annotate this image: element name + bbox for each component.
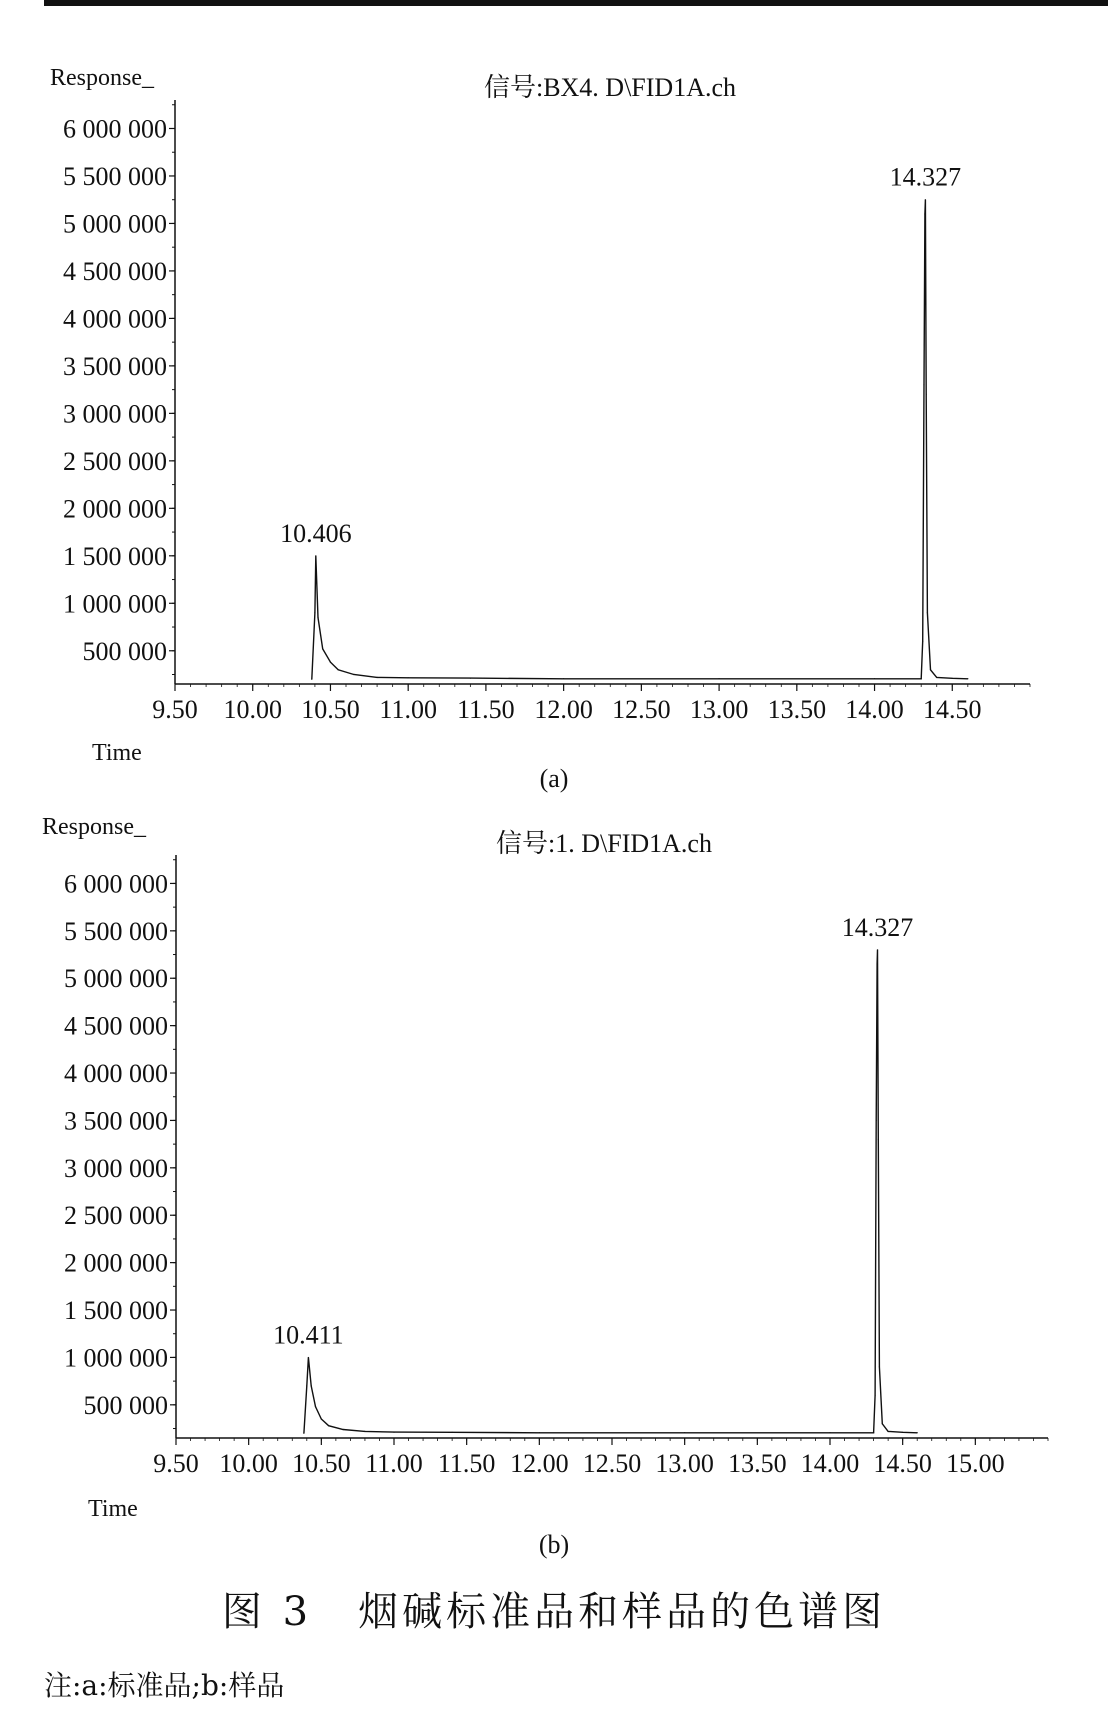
trace-point	[315, 555, 316, 556]
trace-point	[930, 669, 931, 670]
trace-point	[876, 963, 877, 964]
y-tick-label: 2 000 000	[64, 1248, 168, 1278]
trace-point	[452, 1432, 453, 1433]
x-tick-label: 11.00	[379, 695, 437, 724]
y-tick-label: 5 000 000	[64, 964, 168, 994]
trace-point	[926, 394, 927, 395]
x-tick-label: 11.50	[457, 695, 515, 724]
trace-point	[315, 1406, 316, 1407]
y-tick-label: 2 500 000	[64, 1201, 168, 1231]
x-tick-label: 14.00	[845, 695, 904, 724]
chart-title: 信号:BX4. D\FID1A.ch	[483, 73, 737, 102]
trace-point	[328, 1425, 329, 1426]
x-axis-label: Time	[88, 1496, 138, 1522]
peak-label: 10.411	[273, 1320, 344, 1350]
y-tick-label: 1 500 000	[64, 1296, 168, 1326]
y-tick-label: 4 500 000	[63, 256, 167, 286]
x-axis-label: Time	[92, 740, 142, 760]
y-axis-label: Response_	[50, 65, 154, 91]
trace-point	[874, 678, 875, 679]
trace-point	[922, 641, 923, 642]
chromatogram-trace	[312, 200, 968, 680]
chromatogram-trace	[304, 950, 917, 1434]
trace-point	[921, 678, 922, 679]
x-tick-label: 13.50	[767, 695, 827, 724]
trace-point	[924, 213, 925, 214]
trace-point	[470, 678, 471, 679]
trace-point	[364, 1431, 365, 1432]
y-tick-label: 1 000 000	[63, 589, 167, 619]
x-tick-label: 14.00	[800, 1449, 860, 1478]
trace-point	[338, 669, 339, 670]
y-tick-label: 4 000 000	[63, 304, 167, 334]
trace-point	[923, 384, 924, 385]
trace-point	[927, 612, 928, 613]
trace-point	[877, 949, 878, 950]
x-tick-label: 13.00	[655, 1449, 714, 1478]
y-tick-label: 4 000 000	[64, 1059, 168, 1089]
figure-title	[0, 1580, 1108, 1637]
trace-point	[408, 677, 409, 678]
y-tick-label: 6 000 000	[64, 869, 168, 899]
chart-panel-b	[0, 790, 1108, 1570]
y-tick-label: 1 000 000	[64, 1343, 168, 1373]
peak-label: 14.327	[841, 912, 914, 942]
trace-point	[925, 199, 926, 200]
y-tick-label: 3 000 000	[64, 1153, 168, 1183]
y-tick-label: 5 500 000	[63, 161, 167, 191]
trace-point	[317, 617, 318, 618]
x-tick-label: 11.00	[365, 1449, 423, 1478]
trace-point	[952, 678, 953, 679]
trace-point	[879, 1366, 880, 1367]
trace-point	[321, 1418, 322, 1419]
x-tick-label: 10.50	[292, 1449, 351, 1478]
x-tick-label: 13.50	[728, 1449, 787, 1478]
x-tick-label: 9.50	[152, 695, 198, 724]
trace-point	[873, 1432, 874, 1433]
y-tick-label: 3 500 000	[64, 1106, 168, 1136]
y-tick-label: 5 500 000	[64, 916, 168, 946]
x-tick-label: 10.50	[301, 695, 360, 724]
figure-number: 图 3	[221, 1589, 313, 1635]
peak-label: 10.406	[280, 518, 352, 548]
trace-point	[563, 678, 564, 679]
trace-point	[882, 1423, 883, 1424]
trace-point	[303, 1433, 304, 1434]
x-tick-label: 13.00	[689, 695, 749, 724]
x-tick-label: 15.00	[946, 1449, 1005, 1478]
x-tick-label: 12.50	[582, 1449, 642, 1478]
y-axis-label: Response_	[42, 814, 146, 840]
trace-point	[343, 1429, 344, 1430]
trace-point	[308, 1357, 309, 1358]
trace-point	[393, 1432, 394, 1433]
chromatogram-a	[0, 0, 1108, 760]
x-tick-label: 10.00	[223, 695, 282, 724]
x-tick-label: 9.50	[153, 1449, 199, 1478]
trace-point	[829, 1432, 830, 1433]
y-tick-label: 500 000	[82, 636, 167, 666]
x-tick-label: 12.00	[510, 1449, 569, 1478]
x-tick-label: 14.50	[873, 1449, 932, 1478]
x-tick-label: 12.00	[534, 695, 593, 724]
y-tick-label: 2 000 000	[63, 494, 167, 524]
trace-point	[539, 1432, 540, 1433]
trace-point	[311, 679, 312, 680]
y-tick-label: 4 500 000	[64, 1011, 168, 1041]
trace-point	[917, 1432, 918, 1433]
trace-point	[322, 648, 323, 649]
trace-point	[878, 1139, 879, 1140]
trace-point	[902, 1432, 903, 1433]
trace-point	[684, 1432, 685, 1433]
trace-point	[718, 678, 719, 679]
y-tick-label: 3 000 000	[63, 399, 167, 429]
chart-panel-a	[0, 0, 1108, 793]
panel-b-caption: (b)	[538, 1530, 570, 1559]
trace-point	[353, 674, 354, 675]
y-tick-label: 2 500 000	[63, 446, 167, 476]
x-tick-label: 11.50	[437, 1449, 496, 1478]
x-tick-label: 14.50	[923, 695, 982, 724]
trace-point	[936, 677, 937, 678]
trace-point	[874, 1395, 875, 1396]
trace-point	[876, 1120, 877, 1121]
y-tick-label: 6 000 000	[63, 114, 167, 144]
trace-point	[306, 1385, 307, 1386]
trace-point	[314, 612, 315, 613]
trace-point	[888, 1431, 889, 1432]
figure-note: 注:a:标准品;b:样品	[44, 1669, 285, 1702]
trace-point	[376, 677, 377, 678]
y-tick-label: 3 500 000	[63, 351, 167, 381]
y-tick-label: 500 000	[83, 1390, 168, 1420]
x-tick-label: 12.50	[612, 695, 671, 724]
panel-a-caption: (a)	[539, 764, 569, 793]
trace-point	[967, 678, 968, 679]
y-tick-label: 5 000 000	[63, 209, 167, 239]
chart-title: 信号:1. D\FID1A.ch	[496, 829, 712, 858]
figure-title-text: 烟碱标准品和样品的色谱图	[358, 1589, 887, 1635]
y-tick-label: 1 500 000	[63, 541, 167, 571]
chromatogram-b	[0, 790, 1108, 1550]
trace-point	[330, 662, 331, 663]
peak-label: 14.327	[889, 162, 962, 192]
x-tick-label: 10.00	[219, 1449, 278, 1478]
trace-point	[311, 1385, 312, 1386]
